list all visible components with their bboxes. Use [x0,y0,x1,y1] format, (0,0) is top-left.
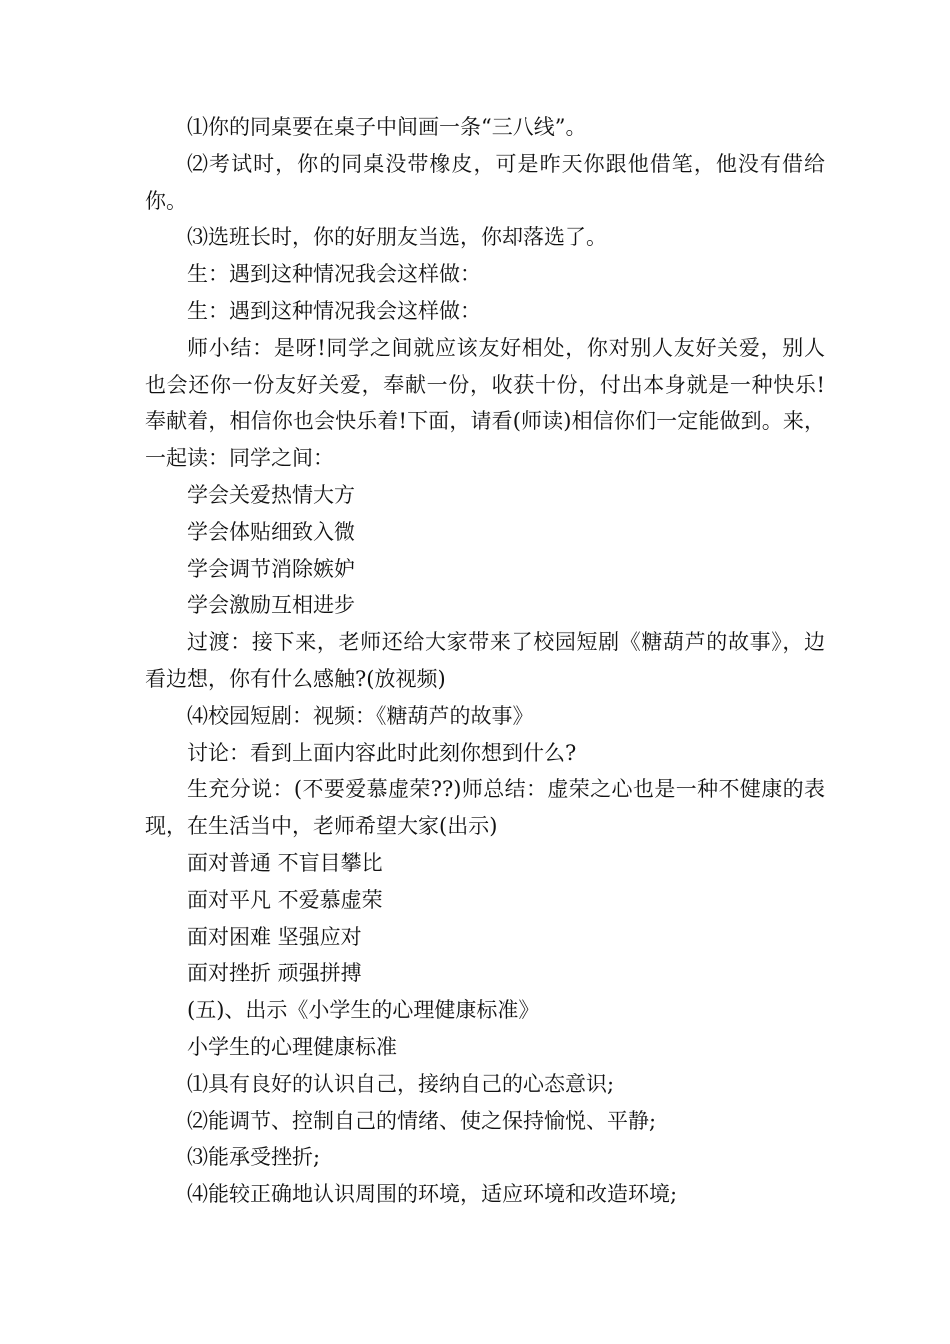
paragraph: 学会调节消除嫉妒 [187,556,355,581]
paragraph: ⑷校园短剧：视频：《糖葫芦的故事》 [187,703,534,728]
paragraph: 生充分说：(不要爱慕虚荣??)师总结：虚荣之心也是一种不健康的表现，在生活当中，老师希望大家(出示) [145,777,825,839]
paragraph: 讨论：看到上面内容此时此刻你想到什么? [187,740,577,765]
paragraph: 学会激励互相进步 [187,593,355,618]
paragraph: ⑶选班长时，你的好朋友当选，你却落选了。 [187,225,607,250]
paragraph: 面对困难 坚强应对 [187,924,362,949]
paragraph: ⑷能较正确地认识周围的环境，适应环境和改造环境; [187,1182,678,1207]
paragraph: ⑵考试时，你的同桌没带橡皮，可是昨天你跟他借笔，他没有借给你。 [145,151,825,213]
paragraph: 生：遇到这种情况我会这样做： [187,262,481,287]
document-body [145,109,825,1213]
paragraph: (五)、出示《小学生的心理健康标准》 [187,998,540,1023]
paragraph: ⑴你的同桌要在桌子中间画一条“三八线”。 [187,115,587,139]
paragraph: ⑴具有良好的认识自己，接纳自己的心态意识; [187,1071,615,1096]
paragraph: 过渡：接下来，老师还给大家带来了校园短剧《糖葫芦的故事》，边看边想，你有什么感触?(放视频) [145,630,825,691]
paragraph: 学会关爱热情大方 [187,482,355,507]
paragraph: 生：遇到这种情况我会这样做： [187,298,481,323]
paragraph: 师小结：是呀!同学之间就应该友好相处，你对别人友好关爱，别人也会还你一份友好关爱，奉献一份，收获十份，付出本身就是一种快乐!奉献着，相信你也会快乐着!下面，请看(师读)相信你们一定能做到。来，一起读：同学之间： [145,335,825,471]
paragraph: 小学生的心理健康标准 [187,1034,397,1059]
paragraph: 面对平凡 不爱慕虚荣 [187,887,383,912]
paragraph: 学会体贴细致入微 [187,519,355,544]
paragraph: 面对普通 不盲目攀比 [187,850,383,875]
paragraph: 面对挫折 顽强拼搏 [187,961,362,986]
paragraph: ⑶能承受挫折; [187,1145,321,1170]
paragraph: ⑵能调节、控制自己的情绪、使之保持愉悦、平静; [187,1108,657,1133]
